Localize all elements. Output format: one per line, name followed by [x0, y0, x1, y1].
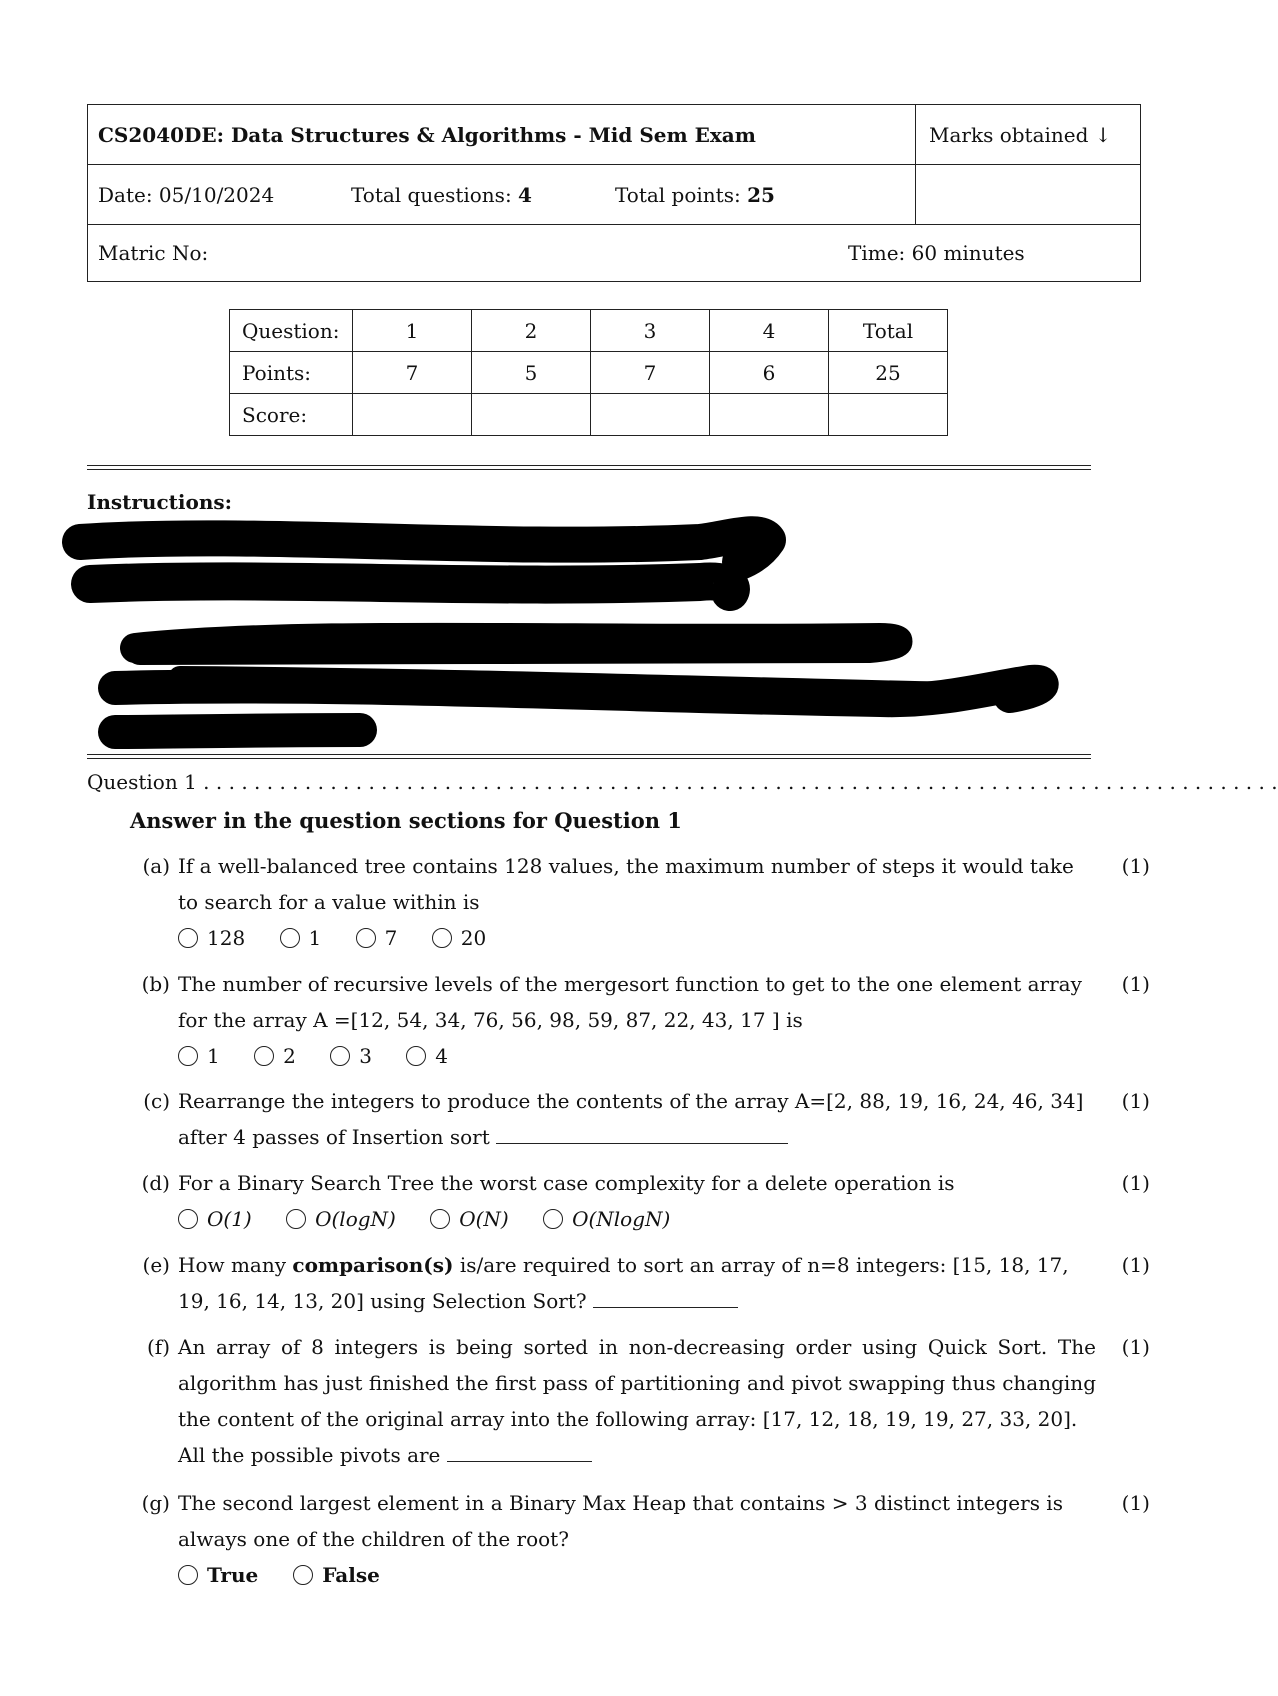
- item-points: (1): [1121, 1253, 1150, 1277]
- matric-no-label: Matric No:: [98, 241, 209, 265]
- answer-option[interactable]: [178, 1038, 220, 1074]
- item-text-continued: All the possible pivots are: [178, 1443, 441, 1467]
- item-points: (1): [1121, 1491, 1150, 1515]
- answer-options: [178, 1201, 698, 1237]
- row-label-question: Question:: [230, 310, 353, 352]
- instructions-title: Instructions:: [87, 490, 233, 514]
- option-label: O(N): [459, 1207, 509, 1231]
- item-label: (e): [142, 1253, 170, 1277]
- option-label: O(NlogN): [572, 1207, 671, 1231]
- header-divider: [915, 105, 916, 225]
- item-text: The number of recursive levels of the mergesort function to get to the one element array for the array A =[12, 54, 34, 76, 56, 98, 59, 87, 22, 43, 17 ] is: [178, 972, 1082, 1032]
- question-item-d: [130, 1165, 1150, 1241]
- item-text-line-4: [178, 1437, 1096, 1473]
- item-text: For a Binary Search Tree the worst case complexity for a delete operation is: [178, 1171, 955, 1195]
- question-1-title: Question 1 . . . . . . . . . . . . . . . . . . . . . . . . . . . . . . . . . . . . . . . . . . . . . . . . . . . . . . . . . . . . . . . . . . . . . . . . . . . . . . . . . . . . .: [87, 770, 1278, 794]
- question-number: 4: [710, 310, 829, 352]
- answer-option[interactable]: [356, 920, 398, 956]
- total-points-label: Total points:: [615, 183, 741, 207]
- question-item-c: [130, 1083, 1150, 1159]
- radio-circle-icon[interactable]: [432, 928, 452, 948]
- item-points: (1): [1121, 972, 1150, 996]
- item-points: (1): [1121, 854, 1150, 878]
- item-text: If a well-balanced tree contains 128 values, the maximum number of steps it would take to search for a value within is: [178, 854, 1074, 914]
- answer-option[interactable]: [432, 920, 486, 956]
- answer-options: [178, 920, 514, 956]
- exam-title: CS2040DE: Data Structures & Algorithms - Mid Sem Exam: [98, 123, 756, 147]
- question-points: 7: [591, 352, 710, 394]
- option-label: O(1): [207, 1207, 252, 1231]
- item-text-pre: How many: [178, 1253, 293, 1277]
- answer-option[interactable]: [178, 920, 245, 956]
- answer-option[interactable]: [543, 1201, 670, 1237]
- answer-option[interactable]: [330, 1038, 372, 1074]
- item-points: (1): [1121, 1171, 1150, 1195]
- radio-circle-icon[interactable]: [286, 1209, 306, 1229]
- answer-option-true[interactable]: [178, 1557, 258, 1593]
- redacted-instructions: [60, 520, 1100, 760]
- radio-circle-icon[interactable]: [543, 1209, 563, 1229]
- item-text-emphasis: comparison(s): [292, 1253, 454, 1277]
- header-row-info: [88, 165, 1140, 225]
- option-label: 20: [460, 926, 487, 950]
- question-number: 3: [591, 310, 710, 352]
- item-points: (1): [1121, 1335, 1150, 1359]
- item-label: (d): [141, 1171, 170, 1195]
- radio-circle-icon[interactable]: [356, 928, 376, 948]
- item-text-continued: after 4 passes of Insertion sort: [178, 1125, 490, 1149]
- option-label: False: [322, 1563, 380, 1587]
- question-item-g: [130, 1485, 1150, 1595]
- radio-circle-icon[interactable]: [293, 1565, 313, 1585]
- question-1-heading: Answer in the question sections for Question 1: [130, 808, 682, 833]
- question-total-header: Total: [829, 310, 948, 352]
- question-item-b: [130, 966, 1150, 1076]
- answer-option[interactable]: [286, 1201, 396, 1237]
- question-item-a: [130, 848, 1150, 958]
- score-cell: [710, 394, 829, 436]
- score-cell: [472, 394, 591, 436]
- header-row-title: [88, 105, 1140, 165]
- question-item-e: [130, 1247, 1150, 1323]
- option-label: 4: [435, 1044, 449, 1068]
- radio-circle-icon[interactable]: [178, 928, 198, 948]
- item-text-post: is/are required to sort an array of n=8 integers: [15, 18, 17, 19, 16, 14, 13, 20] using Selection Sort?: [178, 1253, 1069, 1313]
- option-label: O(logN): [315, 1207, 396, 1231]
- answer-blank[interactable]: [447, 1441, 592, 1462]
- question-points: 6: [710, 352, 829, 394]
- question-number: 1: [353, 310, 472, 352]
- radio-circle-icon[interactable]: [430, 1209, 450, 1229]
- total-questions-label: Total questions:: [351, 183, 512, 207]
- answer-options: [178, 1038, 476, 1074]
- answer-option[interactable]: [280, 920, 322, 956]
- score-cell: [591, 394, 710, 436]
- total-points-cell: 25: [829, 352, 948, 394]
- item-label: (f): [146, 1335, 170, 1359]
- item-points: (1): [1121, 1089, 1150, 1113]
- exam-time: Time: 60 minutes: [848, 241, 1025, 265]
- exam-date: Date: 05/10/2024: [98, 183, 275, 207]
- row-label-points: Points:: [230, 352, 353, 394]
- option-label: 2: [283, 1044, 296, 1068]
- item-label: (c): [143, 1089, 170, 1113]
- radio-circle-icon[interactable]: [178, 1046, 198, 1066]
- item-label: (b): [141, 972, 170, 996]
- header-row-matric: [88, 225, 1140, 281]
- question-number: 2: [472, 310, 591, 352]
- radio-circle-icon[interactable]: [178, 1209, 198, 1229]
- item-text: An array of 8 integers is being sorted in non-decreasing order using Quick Sort. The algorithm has just finished the first pass of partitioning and pivot swapping thus changing the content of the original array into the following array: [17, 12, 18, 19, 19, 27, 33, 20].: [178, 1335, 1096, 1431]
- item-label: (a): [142, 854, 170, 878]
- question-points: 5: [472, 352, 591, 394]
- answer-option[interactable]: [254, 1038, 296, 1074]
- score-total-cell: [829, 394, 948, 436]
- radio-circle-icon[interactable]: [178, 1565, 198, 1585]
- question-points: 7: [353, 352, 472, 394]
- answer-blank[interactable]: [593, 1287, 738, 1308]
- radio-circle-icon[interactable]: [254, 1046, 274, 1066]
- option-label: 128: [207, 926, 246, 950]
- divider-bottom: [87, 754, 1091, 759]
- marks-obtained-label: Marks obtained ↓: [929, 123, 1112, 147]
- total-points-value: 25: [747, 183, 775, 207]
- radio-circle-icon[interactable]: [406, 1046, 426, 1066]
- answer-option[interactable]: [406, 1038, 448, 1074]
- question-item-f: [130, 1329, 1150, 1479]
- score-table-row: [230, 352, 948, 394]
- radio-circle-icon[interactable]: [280, 928, 300, 948]
- score-table-row: [230, 310, 948, 352]
- score-table: [229, 309, 948, 436]
- option-label: 7: [384, 926, 398, 950]
- answer-option[interactable]: [430, 1201, 509, 1237]
- item-label: (g): [141, 1491, 170, 1515]
- option-label: 1: [308, 926, 322, 950]
- item-text: [178, 1247, 1096, 1319]
- answer-options: [178, 1557, 408, 1593]
- total-points: [615, 183, 775, 207]
- option-label: 1: [207, 1044, 220, 1068]
- option-label: 3: [359, 1044, 372, 1068]
- exam-header: [87, 104, 1141, 282]
- score-cell: [353, 394, 472, 436]
- answer-blank[interactable]: [496, 1123, 788, 1144]
- item-text: Rearrange the integers to produce the contents of the array A=[2, 88, 19, 16, 24, 46, 34]: [178, 1089, 1084, 1113]
- row-label-score: Score:: [230, 394, 353, 436]
- answer-option[interactable]: [178, 1201, 252, 1237]
- total-questions: [351, 183, 532, 207]
- divider-top: [87, 465, 1091, 470]
- total-questions-value: 4: [518, 183, 532, 207]
- answer-option-false[interactable]: [293, 1557, 380, 1593]
- item-text-line-2: [178, 1119, 1096, 1155]
- item-text: The second largest element in a Binary Max Heap that contains > 3 distinct integers is always one of the children of the root?: [178, 1491, 1063, 1551]
- radio-circle-icon[interactable]: [330, 1046, 350, 1066]
- option-label: True: [207, 1563, 259, 1587]
- score-table-row: [230, 394, 948, 436]
